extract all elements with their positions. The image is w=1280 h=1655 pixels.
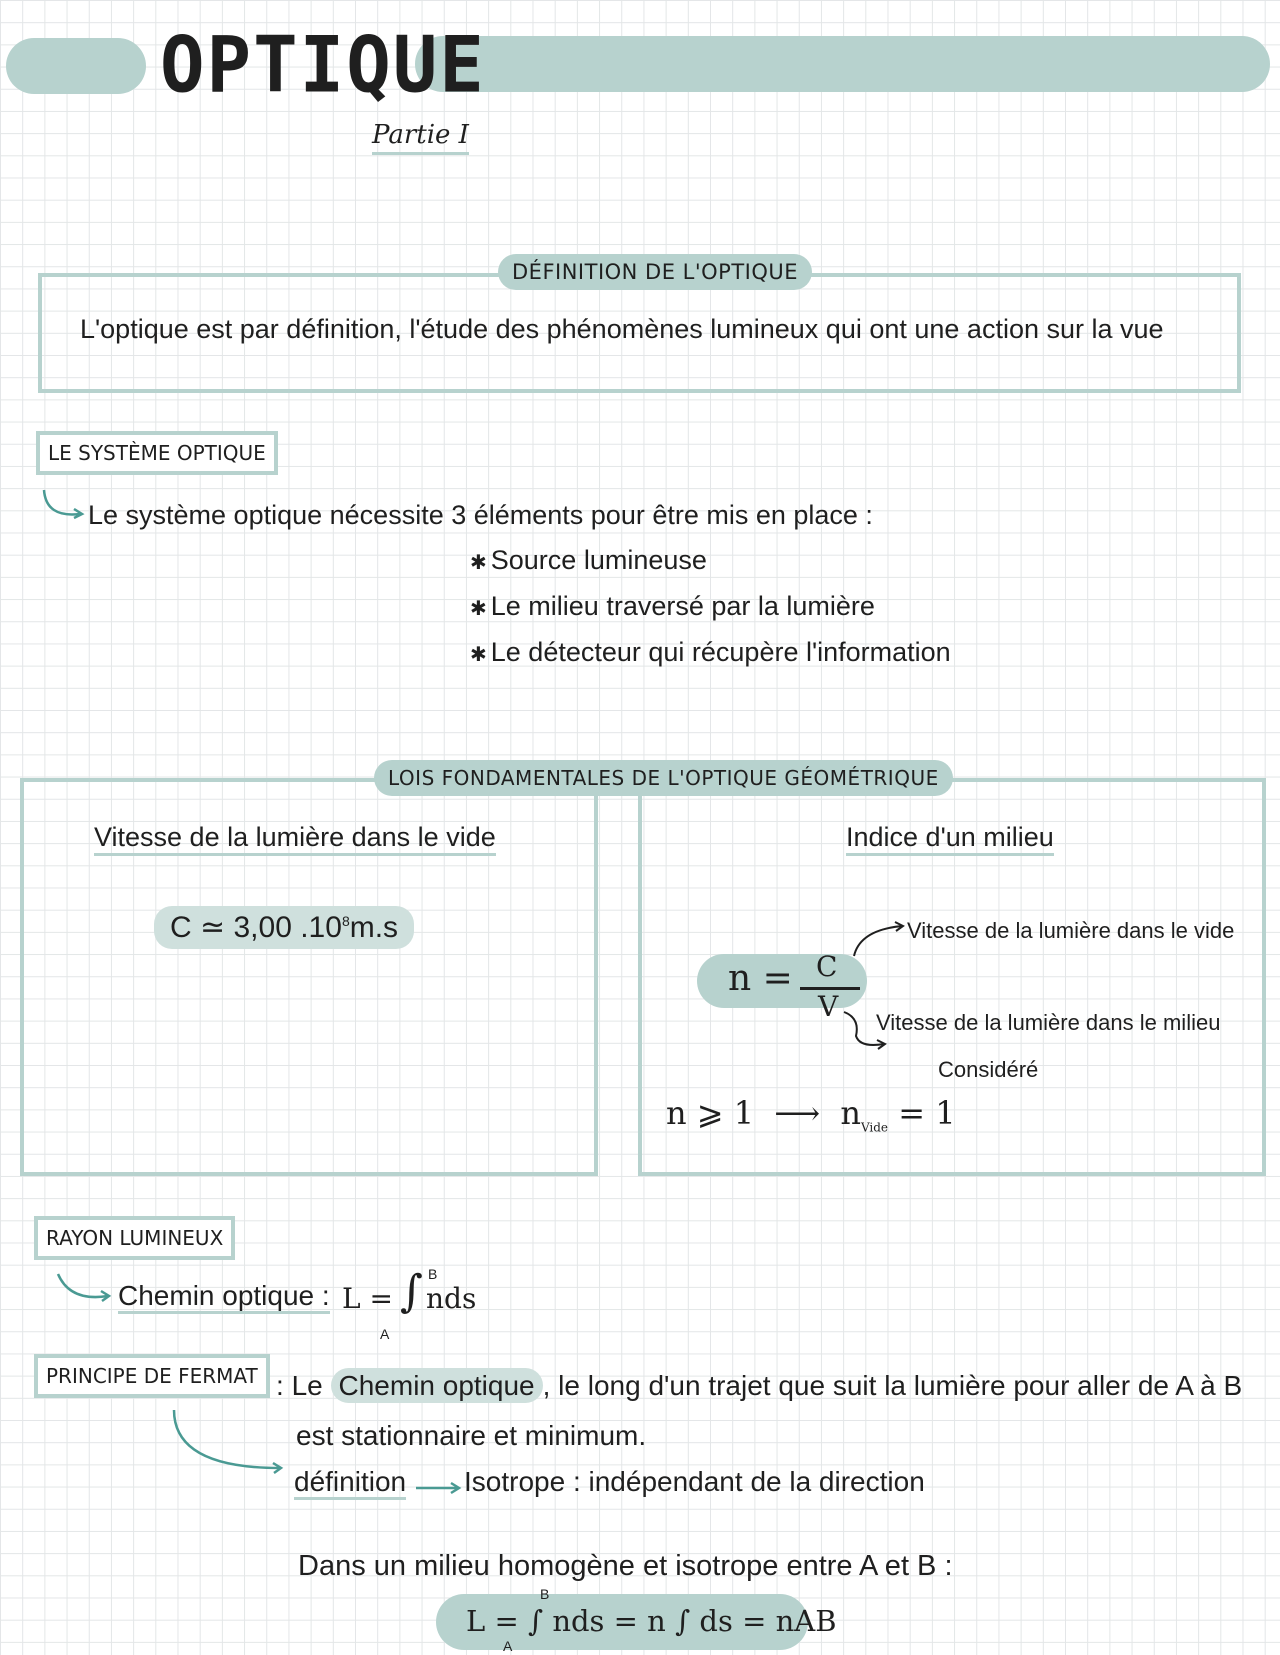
index-formula-numerator: C: [816, 950, 838, 983]
asterisk-icon: ✱: [470, 598, 487, 620]
systeme-item-3: ✱ Le détecteur qui récupère l'information: [470, 637, 951, 667]
rayon-tag: RAYON LUMINEUX: [34, 1216, 235, 1260]
fermat-arrow-icon: [170, 1408, 290, 1480]
systeme-arrow-icon: [40, 488, 88, 524]
lois-label: LOIS FONDAMENTALES DE L'OPTIQUE GÉOMÉTRIQUE: [374, 760, 953, 796]
systeme-intro: Le système optique nécessite 3 éléments pour être mis en place :: [88, 500, 873, 530]
integral-lower: A: [380, 1326, 390, 1342]
annot-top-arrow-icon: [850, 920, 910, 960]
final-formula-upper: B: [540, 1586, 550, 1602]
systeme-tag: LE SYSTÈME OPTIQUE: [36, 431, 278, 475]
annot-bottom-1: Vitesse de la lumière dans le milieu: [876, 1010, 1221, 1035]
page-title: OPTIQUE: [160, 19, 486, 111]
definition-arrow-icon: [414, 1480, 464, 1496]
chemin-optique-formula: L =: [342, 1282, 393, 1315]
title-decoration-left: [6, 38, 146, 94]
annot-top: Vitesse de la lumière dans le vide: [907, 918, 1235, 943]
final-formula-lower: A: [503, 1638, 513, 1654]
lois-right-heading: Indice d'un milieu: [846, 822, 1054, 856]
speed-of-light-formula: C ≃ 3,00 $.10^8m.s$: [154, 906, 414, 949]
chemin-optique-label: Chemin optique :: [118, 1280, 330, 1312]
definition-label: DÉFINITION DE L'OPTIQUE: [498, 254, 812, 290]
fermat-line-2: est stationnaire et minimum.: [296, 1420, 647, 1451]
annot-bottom-2: Considéré: [938, 1057, 1039, 1082]
title-decoration-right: [415, 36, 1270, 92]
fermat-tag: PRINCIPE DE FERMAT: [34, 1354, 270, 1398]
page-subtitle: Partie I: [372, 120, 469, 155]
integral-upper: B: [428, 1266, 438, 1282]
asterisk-icon: ✱: [470, 644, 487, 666]
chemin-optique-highlight: Chemin optique: [331, 1368, 543, 1403]
systeme-item-1: ✱ Source lumineuse: [470, 545, 707, 575]
homogene-sentence: Dans un milieu homogène et isotrope entre A et B :: [298, 1550, 953, 1582]
integrand: nds: [426, 1282, 477, 1315]
lois-left-heading: Vitesse de la lumière dans le vide: [94, 822, 496, 856]
asterisk-icon: ✱: [470, 552, 487, 574]
integral-symbol: ∫: [400, 1266, 423, 1317]
definition-text: L'optique est par définition, l'étude des phénomènes lumineux qui ont une action sur la vue: [80, 314, 1164, 344]
final-formula: L = ∫ nds = n ∫ ds = nAB: [466, 1604, 837, 1638]
systeme-item-2: ✱ Le milieu traversé par la lumière: [470, 591, 875, 621]
inequality: n ⩾ 1 ⟶ $n_{Vide} = 1$: [666, 1094, 956, 1135]
fermat-line-1: : Le Chemin optique , le long d'un trajet que suit la lumière pour aller de A à B: [276, 1370, 1243, 1401]
rayon-arrow-icon: [54, 1272, 114, 1308]
index-formula-denominator: V: [818, 990, 839, 1023]
isotrope-definition: Isotrope : indépendant de la direction: [464, 1466, 925, 1497]
index-formula-n: n =: [728, 958, 793, 999]
fermat-definition: définition: [294, 1466, 406, 1498]
